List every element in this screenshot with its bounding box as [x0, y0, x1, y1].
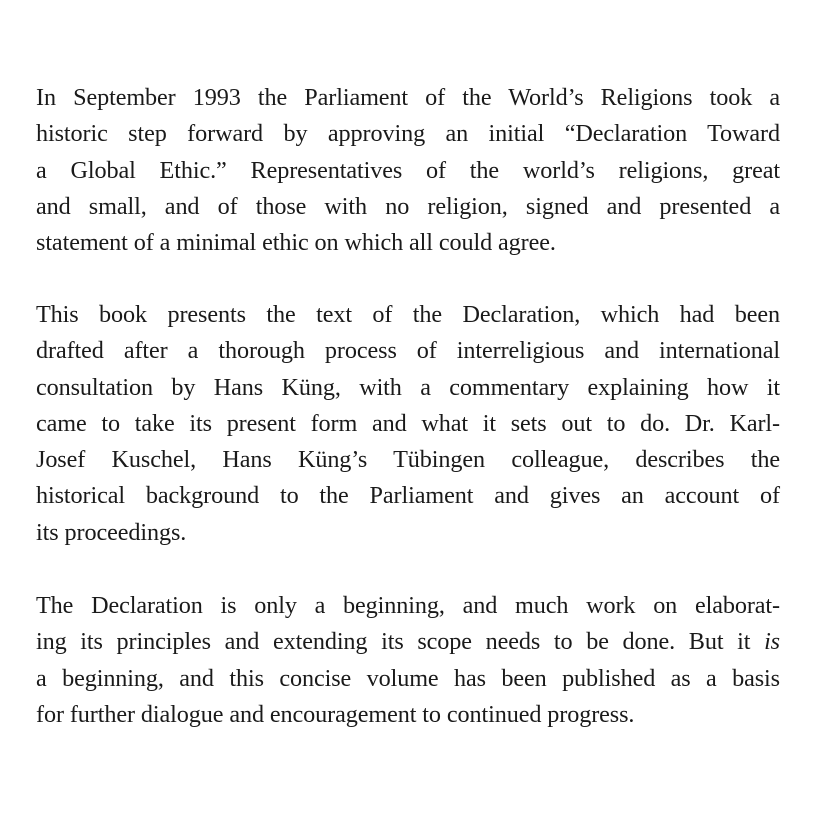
text-line: historical background to the Parliament and gives an account of — [36, 482, 780, 510]
text-line: The Declaration is only a beginning, and much work on elaborat- — [36, 592, 780, 619]
text-line: In September 1993 the Parliament of the World’s Religions took a — [36, 84, 780, 111]
paragraph-2 — [36, 297, 780, 551]
text-line: came to take its present form and what it sets out to do. Dr. Karl- — [36, 409, 780, 437]
text-line: This book presents the text of the Declaration, which had been — [36, 301, 780, 328]
text-line: and small, and of those with no religion, signed and presented a — [36, 192, 780, 220]
emphasis-word: is — [764, 628, 780, 656]
text-line-start: ing its principles and extending its scope needs to be done. But it — [36, 628, 765, 656]
text-line: statement of a minimal ethic on which all could agree. — [36, 229, 556, 257]
text-line: its proceedings. — [36, 518, 187, 546]
text-line: historic step forward by approving an initial “Declaration Toward — [36, 120, 780, 148]
text-line: a Global Ethic.” Representatives of the world’s religions, great — [36, 156, 780, 184]
text-line: a beginning, and this concise volume has been published as a basis — [36, 664, 780, 692]
text-line: drafted after a thorough process of interreligious and international — [36, 337, 780, 365]
text-line: consultation by Hans Küng, with a commentary explaining how it — [36, 373, 780, 401]
paragraph-3 — [36, 588, 780, 733]
text-line: Josef Kuschel, Hans Küng’s Tübingen colleague, describes the — [36, 446, 780, 474]
text-line: for further dialogue and encouragement to continued progress. — [36, 700, 635, 728]
text-line — [36, 624, 780, 660]
paragraph-1 — [36, 80, 780, 261]
